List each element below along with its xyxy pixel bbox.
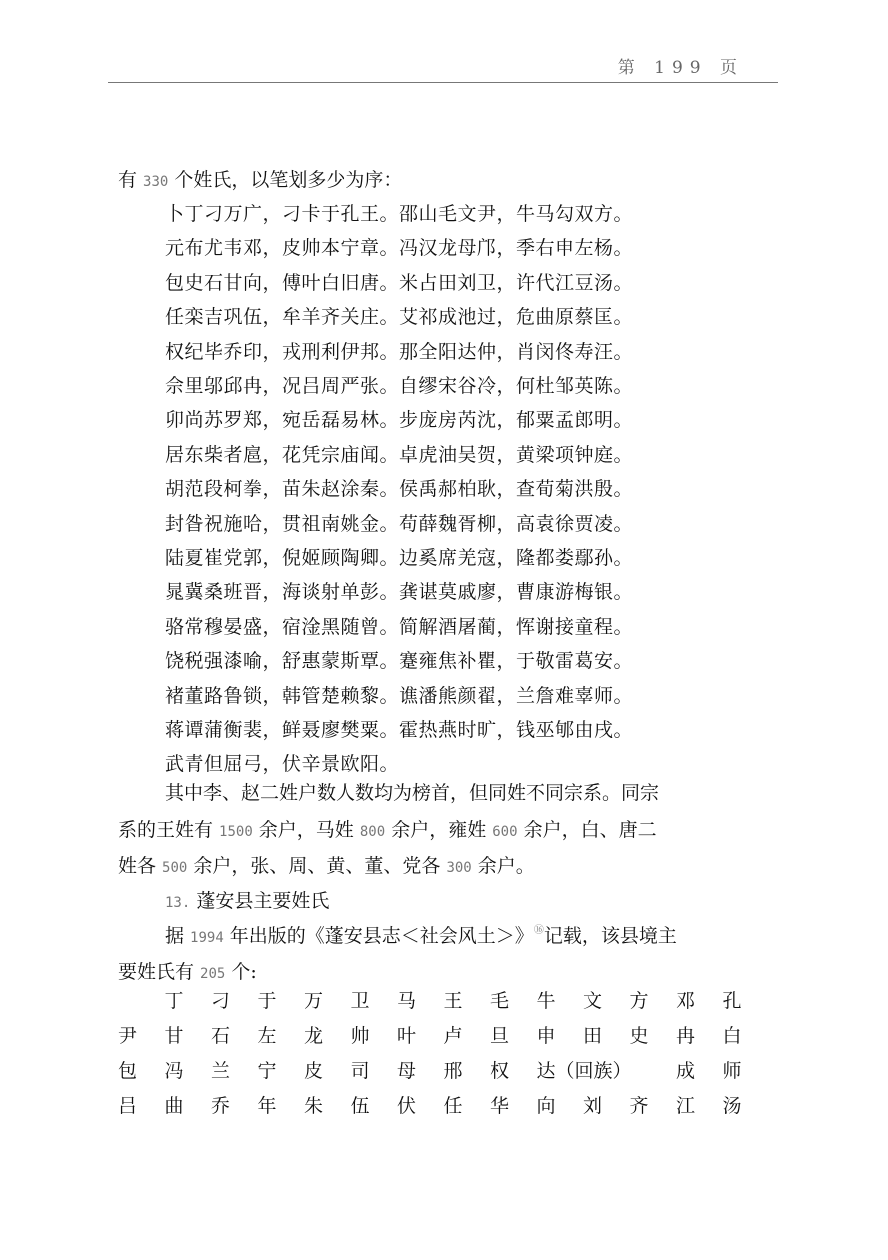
surname-cell: 达（回族）: [536, 1060, 632, 1082]
p2-text: 余户，白、唐二: [517, 819, 657, 841]
verse-line: 胡范段柯拳，苗朱赵涂秦。侯禹郝柏耿，查荀菊洪殷。: [165, 478, 634, 501]
surname-cell: 司: [350, 1060, 370, 1082]
surname-cell: 汤: [722, 1095, 742, 1117]
p2-number: 500: [162, 860, 188, 876]
verse-line: 卯尚苏罗郑，宛岳磊易林。步庞房芮沈，郁粟孟郎明。: [165, 409, 634, 432]
surname-cell: 马: [397, 990, 417, 1012]
surname-cell: 叶: [397, 1025, 417, 1047]
footnote-marker: ⑯: [533, 925, 544, 936]
verse-line: 褚董路鲁锁，韩管楚赖黎。谯潘熊颜翟，兰詹难辜师。: [165, 684, 634, 707]
surname-cell: 母: [397, 1060, 417, 1082]
surname-cell: 甘: [164, 1025, 184, 1047]
intro-line: [118, 165, 402, 192]
verse-line: 陆夏崔党郭，倪姬顾陶卿。边奚席羌寇，隆都娄鄢孙。: [165, 547, 634, 569]
surname-cell: 邢: [443, 1060, 463, 1082]
section-title: 蓬安县主要姓氏: [190, 890, 330, 912]
surname-cell: 王: [443, 990, 463, 1012]
surname-cell: 卫: [350, 990, 370, 1012]
verse-line: 蒋谭蒲衡裴，鲜聂廖樊粟。霍热燕时旷，钱巫郇由戌。: [165, 719, 634, 741]
surname-cell: 刘: [583, 1095, 603, 1117]
surname-cell: 兰: [211, 1060, 231, 1082]
surname-cell: 宁: [257, 1060, 277, 1082]
surname-cell: 伍: [350, 1095, 370, 1117]
verse-line: 元布尤韦邓，皮帅本宁章。冯汉龙母邝，季右申左杨。: [165, 237, 634, 260]
section-number: 13.: [165, 895, 191, 911]
paragraph-3-line-1: [165, 921, 677, 948]
surname-cell: 文: [583, 990, 603, 1012]
surname-cell: 毛: [490, 990, 510, 1012]
verse-line: 任栾吉巩伍，牟羊齐关庄。艾祁成池过，危曲原蔡匡。: [165, 306, 634, 329]
surname-cell: 朱: [304, 1095, 324, 1117]
surname-cell: 白: [722, 1025, 742, 1047]
p2-text: 系的王姓有: [118, 819, 220, 841]
verse-line: 佘里邬邱冉，况吕周严张。自缪宋谷冷，何杜邹英陈。: [165, 375, 634, 397]
page-number: 第 199 页: [617, 58, 744, 78]
surname-cell: 田: [583, 1025, 603, 1047]
verse-line: 封昝祝施哈，贯祖南姚金。苟薛魏胥柳，高袁徐贾凌。: [165, 512, 634, 535]
p2-number: 1500: [219, 824, 253, 840]
intro-number: 330: [143, 174, 169, 190]
surname-cell: 万: [304, 990, 324, 1012]
surname-cell: 权: [490, 1060, 510, 1082]
surname-cell: 江: [676, 1095, 696, 1117]
p3-number: 1994: [190, 930, 224, 946]
p2-number: 300: [446, 860, 472, 876]
p2-text: 余户，雍姓: [385, 819, 493, 841]
surname-cell: 任: [443, 1095, 463, 1117]
surname-cell: 石: [211, 1025, 231, 1047]
surname-cell: 冯: [164, 1060, 184, 1082]
surname-cell: 曲: [164, 1095, 184, 1117]
verse-line: 卜丁刁万广，刁卡于孔王。邵山毛文尹，牛马勾双方。: [165, 203, 634, 225]
surname-cell: 孔: [722, 990, 742, 1012]
verse-line: 晁冀桑班晋，海谈射单彭。龚谌莫戚廖，曹康游梅银。: [165, 581, 634, 604]
surname-cell: 师: [722, 1060, 742, 1082]
intro-text-2: 个姓氏，以笔划多少为序：: [168, 169, 403, 191]
p2-text: 余户，马姓: [252, 819, 360, 841]
surname-cell: 冉: [676, 1025, 696, 1047]
surname-cell: 于: [257, 990, 277, 1012]
surname-cell: 皮: [304, 1060, 324, 1082]
verse-line: 饶税强漆喻，舒惠蒙斯覃。蹇雍焦补瞿，于敬雷葛安。: [165, 650, 634, 673]
surname-cell: 齐: [629, 1095, 649, 1117]
surname-cell: 牛: [536, 990, 556, 1012]
paragraph-2-line-3: [118, 851, 535, 878]
p3-text: 记载，该县境主: [543, 925, 677, 947]
p3-text: 要姓氏有: [118, 961, 201, 983]
surname-cell: 帅: [350, 1025, 370, 1047]
verse-line: 骆常穆晏盛，宿淦黑随曾。简解酒屠蔺，恽谢接童程。: [165, 615, 634, 638]
paragraph-3-line-2: [118, 957, 257, 984]
surname-cell: 龙: [304, 1025, 324, 1047]
surname-cell: 成: [676, 1060, 696, 1082]
p3-text: 据: [165, 925, 191, 947]
surname-cell: 华: [490, 1095, 510, 1117]
surname-cell: 左: [257, 1025, 277, 1047]
surname-cell: 方: [629, 990, 649, 1012]
paragraph-2-line-1: 其中李、赵二姓户数人数均为榜首，但同姓不同宗系。同宗: [165, 782, 660, 804]
page-header: [108, 52, 778, 83]
surname-cell: 申: [536, 1025, 556, 1047]
p2-text: 余户。: [471, 855, 535, 877]
surname-cell: 吕: [118, 1095, 138, 1117]
intro-text-1: 有: [118, 169, 144, 191]
surname-cell: 伏: [397, 1095, 417, 1117]
p3-text: 年出版的《蓬安县志＜社会风土＞》: [223, 925, 534, 947]
verse-line: 权纪毕乔印，戎刑利伊邦。那全阳达仲，肖闵佟寿汪。: [165, 340, 634, 363]
surname-cell: 邓: [676, 990, 696, 1012]
p2-text: 余户，张、周、黄、董、党各: [187, 855, 447, 877]
surname-cell: 旦: [490, 1025, 510, 1047]
verse-line: 居东柴者扈，花凭宗庙闻。卓虎油吴贺，黄梁项钟庭。: [165, 443, 634, 466]
verse-line: 包史石甘向，傅叶白旧唐。米占田刘卫，许代江豆汤。: [165, 271, 634, 294]
surname-cell: 包: [118, 1060, 138, 1082]
p3-text: 个:: [225, 961, 257, 983]
paragraph-2-line-2: [118, 815, 657, 842]
p3-number: 205: [200, 966, 226, 982]
surname-cell: 年: [257, 1095, 277, 1117]
p2-text: 姓各: [118, 855, 163, 877]
surname-cell: 卢: [443, 1025, 463, 1047]
surname-cell: 向: [536, 1095, 556, 1117]
surname-cell: 尹: [118, 1025, 138, 1047]
section-heading: [165, 886, 329, 913]
surname-cell: 史: [629, 1025, 649, 1047]
surname-cell: 乔: [211, 1095, 231, 1117]
verse-line: 武青但屈弓，伏辛景欧阳。: [165, 753, 400, 776]
p2-number: 800: [359, 824, 386, 840]
surname-cell: 刁: [211, 990, 231, 1012]
p2-number: 600: [492, 824, 518, 840]
surname-cell: 丁: [164, 990, 184, 1012]
